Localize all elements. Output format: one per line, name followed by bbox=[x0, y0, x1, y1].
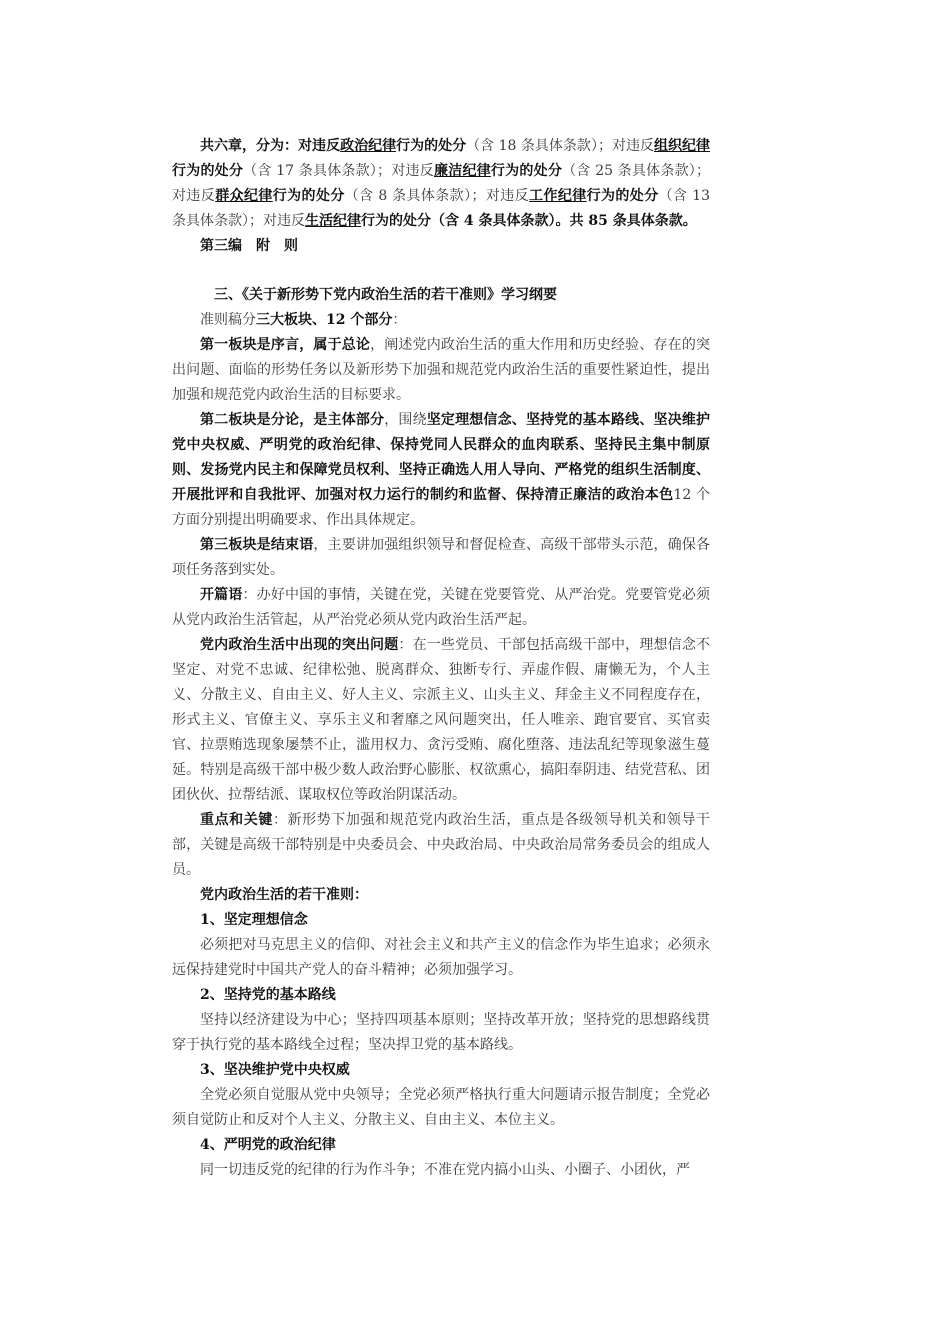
document-page bbox=[172, 134, 710, 1183]
block-three-paragraph: 第三板块是结束语，主要讲加强组织领导和督促检查、高级干部带头示范，确保各项任务落到实处。 bbox=[172, 537, 711, 578]
item-title: 2、坚持党的基本路线 bbox=[200, 987, 336, 1003]
item-text: 必须把对马克思主义的信仰、对社会主义和共产主义的信念作为毕生追求；必须永远保持建党时中国共产党人的奋斗精神；必须加强学习。 bbox=[172, 937, 710, 978]
item-text: 同一切违反党的纪律的行为作斗争；不准在党内搞小山头、小圈子、小团伙，严 bbox=[200, 1162, 690, 1178]
principles-heading: 党内政治生活的若干准则： bbox=[200, 887, 368, 903]
item-text: 全党必须自觉服从党中央领导；全党必须严格执行重大问题请示报告制度；全党必须自觉防止和反对个人主义、分散主义、自由主义、本位主义。 bbox=[172, 1087, 710, 1128]
section-three-title: 三、《关于新形势下党内政治生活的若干准则》学习纲要 bbox=[214, 287, 557, 303]
item-title: 3、坚决维护党中央权威 bbox=[200, 1062, 350, 1078]
chapter-summary-paragraph: 共六章，分为：对违反政治纪律行为的处分（含 18 条具体条款）；对违反组织纪律行为的处分（含 17 条具体条款）；对违反廉洁纪律行为的处分（含 25 条具体条款）；对违反群众纪律行为的处分（含 8 条具体条款）；对违反工作纪律行为的处分（含 13 条具体条款）；对违反生活纪律行为的处分（含 4 条具体条款）。共 85 条具体条款。 bbox=[172, 138, 711, 229]
problems-paragraph: 党内政治生活中出现的突出问题：在一些党员、干部包括高级干部中，理想信念不坚定、对党不忠诚、纪律松弛、脱离群众、独断专行、弄虚作假、庸懒无为，个人主义、分散主义、自由主义、好人主义、宗派主义、山头主义、拜金主义不同程度存在，形式主义、官僚主义、享乐主义和奢靡之风问题突出，任人唯亲、跑官要官、买官卖官、拉票贿选现象屡禁不止，滥用权力、贪污受贿、腐化堕落、违法乱纪等现象滋生蔓延。特别是高级干部中极少数人政治野心膨胀、权欲熏心，搞阳奉阴违、结党营私、团团伙伙、拉帮结派、谋取权位等政治阴谋活动。 bbox=[172, 637, 711, 803]
opening-paragraph: 开篇语：办好中国的事情，关键在党，关键在党要管党、从严治党。党要管党必须从党内政治生活管起，从严治党必须从党内政治生活严起。 bbox=[172, 587, 710, 628]
block-one-paragraph: 第一板块是序言，属于总论，阐述党内政治生活的重大作用和历史经验、存在的突出问题、面临的形势任务以及新形势下加强和规范党内政治生活的重要性紧迫性，提出加强和规范党内政治生活的目标要求。 bbox=[172, 337, 711, 403]
item-title: 1、坚定理想信念 bbox=[200, 912, 308, 928]
spacer bbox=[172, 259, 710, 283]
item-text: 坚持以经济建设为中心；坚持四项基本原则；坚持改革开放；坚持党的思想路线贯穿于执行党的基本路线全过程；坚决捍卫党的基本路线。 bbox=[172, 1012, 710, 1053]
block-two-paragraph: 第二板块是分论，是主体部分，围绕坚定理想信念、坚持党的基本路线、坚决维护党中央权威、严明党的政治纪律、保持党同人民群众的血肉联系、坚持民主集中制原则、发扬党内民主和保障党员权利、坚持正确选人用人导向、严格党的组织生活制度、开展批评和自我批评、加强对权力运行的制约和监督、保持清正廉洁的政治本色12 个方面分别提出明确要求、作出具体规定。 bbox=[172, 412, 711, 528]
intro-paragraph: 准则稿分三大板块、12 个部分： bbox=[200, 312, 407, 328]
key-points-paragraph: 重点和关键：新形势下加强和规范党内政治生活，重点是各级领导机关和领导干部，关键是高级干部特别是中央委员会、中央政治局、中央政治局常务委员会的组成人员。 bbox=[172, 812, 711, 878]
part-three-heading: 第三编 附 则 bbox=[200, 238, 298, 254]
item-title: 4、严明党的政治纪律 bbox=[200, 1137, 336, 1153]
